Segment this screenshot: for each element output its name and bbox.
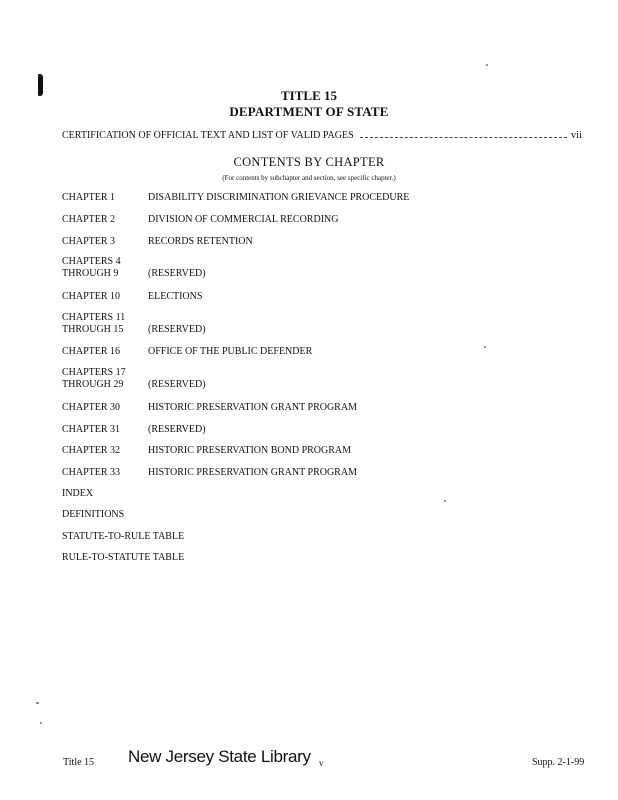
chapter-description: HISTORIC PRESERVATION GRANT PROGRAM	[148, 402, 357, 413]
contents-note: (For contents by subchapter and section, see specific chapter.)	[222, 174, 396, 182]
chapter-label: CHAPTER 32	[62, 445, 121, 456]
chapter-description: (RESERVED)	[148, 268, 206, 279]
chapter-label-line2: THROUGH 9	[62, 268, 119, 279]
chapter-label-line1: CHAPTERS 17	[62, 367, 126, 378]
chapter-label: RULE-TO-STATUTE TABLE	[62, 552, 185, 563]
chapter-label	[62, 367, 148, 391]
chapter-description: HISTORIC PRESERVATION BOND PROGRAM	[148, 445, 352, 456]
chapter-label: CHAPTER 33	[62, 467, 121, 478]
scan-speck	[484, 346, 486, 348]
contents-heading: CONTENTS BY CHAPTER	[233, 155, 385, 169]
chapter-label: CHAPTER 30	[62, 402, 121, 413]
chapter-description: (RESERVED)	[148, 424, 206, 435]
chapter-description: RECORDS RETENTION	[148, 236, 253, 247]
chapter-description: HISTORIC PRESERVATION GRANT PROGRAM	[148, 467, 357, 478]
chapter-description: (RESERVED)	[148, 324, 206, 335]
chapter-label: CHAPTER 1	[62, 192, 116, 203]
chapter-label: CHAPTER 31	[62, 424, 121, 435]
certification-text: CERTIFICATION OF OFFICIAL TEXT AND LIST OF VALID PAGES	[62, 130, 354, 141]
page-title: TITLE 15	[281, 88, 337, 103]
chapter-description: DIVISION OF COMMERCIAL RECORDING	[148, 214, 339, 225]
chapter-description: (RESERVED)	[148, 379, 206, 390]
department-title: DEPARTMENT OF STATE	[229, 104, 389, 119]
chapter-description: OFFICE OF THE PUBLIC DEFENDER	[148, 346, 313, 357]
library-watermark: New Jersey State Library	[128, 747, 311, 766]
chapter-label: CHAPTER 2	[62, 214, 116, 225]
chapter-label: STATUTE-TO-RULE TABLE	[62, 531, 185, 542]
chapter-label-line2: THROUGH 29	[62, 379, 124, 390]
chapter-label-line1: CHAPTERS 4	[62, 256, 121, 267]
scan-speck	[486, 64, 488, 66]
chapter-label-line1: CHAPTERS 11	[62, 312, 126, 323]
certification-page: vii	[570, 130, 582, 141]
chapter-label: DEFINITIONS	[62, 509, 125, 520]
chapter-description: DISABILITY DISCRIMINATION GRIEVANCE PROCEDURE	[148, 192, 410, 203]
dotted-leader	[360, 136, 567, 138]
chapter-label	[62, 256, 148, 280]
chapter-label: CHAPTER 10	[62, 291, 121, 302]
chapter-label-line2: THROUGH 15	[62, 324, 124, 335]
chapter-label: CHAPTER 16	[62, 346, 121, 357]
chapter-label	[62, 312, 148, 336]
chapter-label: INDEX	[62, 488, 94, 499]
supplement-date: Supp. 2-1-99	[532, 757, 585, 768]
scan-speck	[36, 702, 39, 704]
footer-title: Title 15	[63, 757, 95, 768]
certification-line[interactable]	[62, 130, 582, 141]
chapter-description: ELECTIONS	[148, 291, 203, 302]
scan-speck	[40, 722, 42, 724]
footer-mark: v	[319, 758, 324, 768]
scan-speck	[444, 500, 446, 502]
chapter-label: CHAPTER 3	[62, 236, 116, 247]
